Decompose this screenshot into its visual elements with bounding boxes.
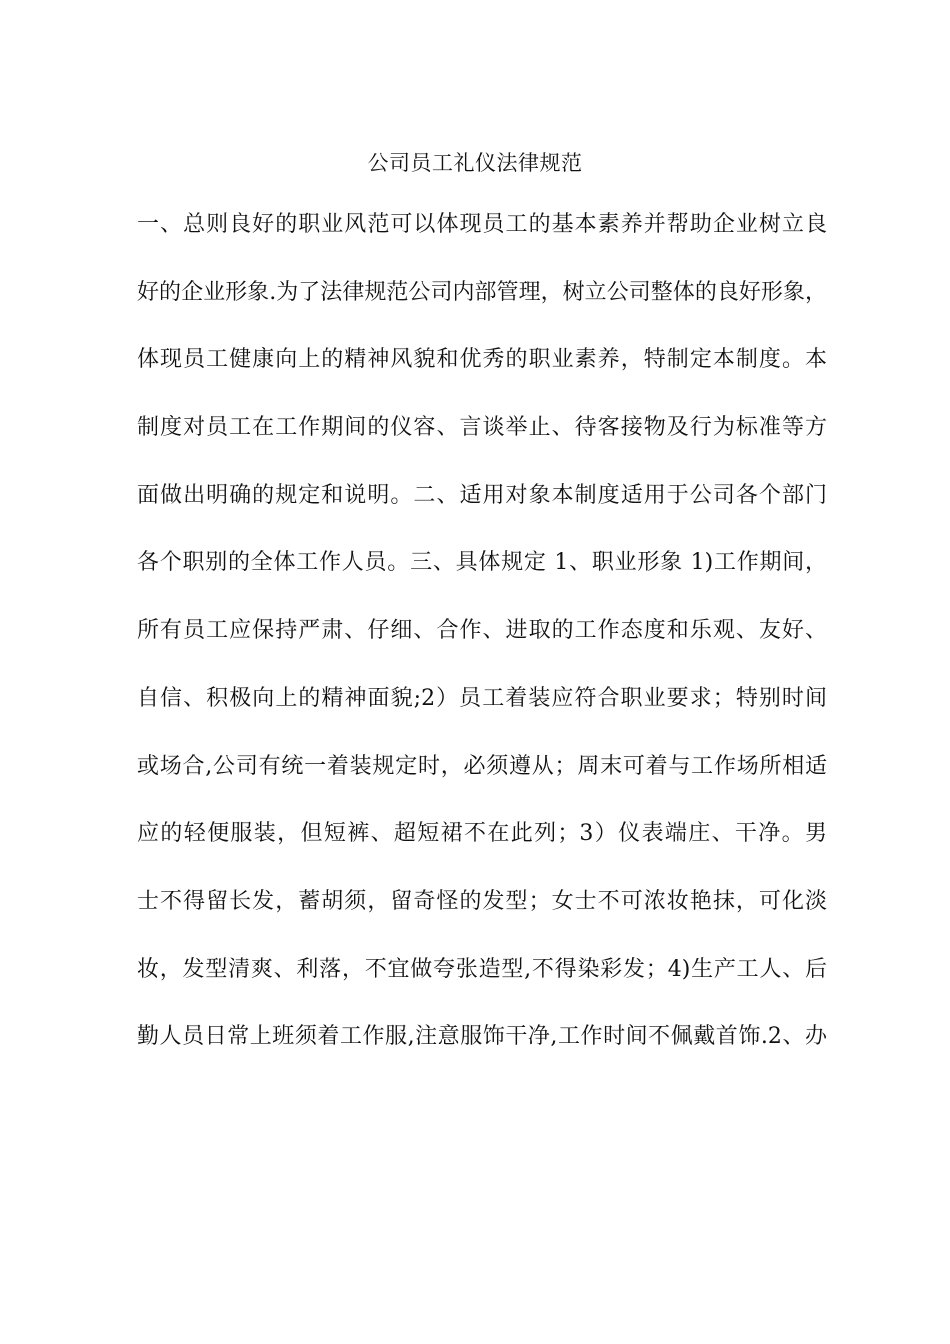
paragraph-line: 制度对员工在工作期间的仪容、言谈举止、待客接物及行为标准等方 [137, 415, 827, 441]
paragraph-line: 所有员工应保持严肃、仔细、合作、进取的工作态度和乐观、友好、 [137, 618, 827, 644]
paragraph-line: 体现员工健康向上的精神风貌和优秀的职业素养，特制定本制度。本 [137, 347, 827, 373]
paragraph-line: 自信、积极向上的精神面貌;2）员工着装应符合职业要求；特别时间 [137, 685, 827, 711]
paragraph-line: 一、总则良好的职业风范可以体现员工的基本素养并帮助企业树立良 [137, 212, 827, 237]
paragraph-line: 妆，发型清爽、利落，不宜做夸张造型,不得染彩发；4)生产工人、后 [137, 956, 827, 982]
paragraph-line: 士不得留长发，蓄胡须，留奇怪的发型；女士不可浓妆艳抹，可化淡 [137, 888, 827, 914]
paragraph-line: 面做出明确的规定和说明。二、适用对象本制度适用于公司各个部门 [137, 482, 827, 508]
document-body [137, 205, 827, 1085]
paragraph-line: 勤人员日常上班须着工作服,注意服饰干净,工作时间不佩戴首饰.2、办 [137, 1024, 827, 1050]
paragraph-line: 或场合,公司有统一着装规定时，必须遵从；周末可着与工作场所相适 [137, 753, 827, 779]
paragraph-line: 各个职别的全体工作人员。三、具体规定 1、职业形象 1)工作期间， [137, 550, 827, 576]
document-title: 公司员工礼仪法律规范 [367, 151, 583, 175]
paragraph-line: 应的轻便服装，但短裤、超短裙不在此列；3）仪表端庄、干净。男 [137, 821, 827, 847]
paragraph-line: 好的企业形象.为了法律规范公司内部管理，树立公司整体的良好形象， [137, 279, 827, 305]
